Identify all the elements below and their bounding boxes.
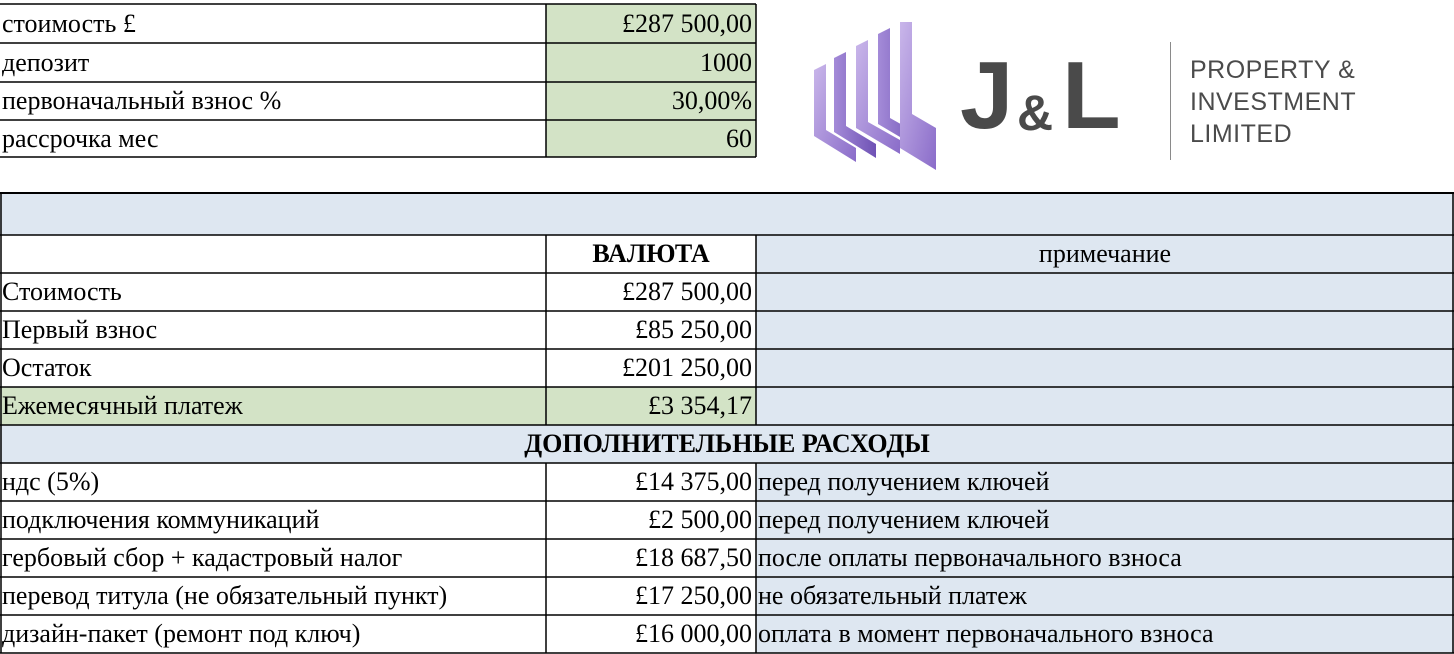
input-label-downpayment-percent: первоначальный взнос % — [2, 86, 282, 115]
company-logo — [800, 8, 1400, 183]
extra-value-title-transfer: £17 250,00 — [635, 581, 752, 610]
summary-label-first-payment: Первый взнос — [2, 315, 158, 344]
extra-note-vat[interactable]: перед получением ключей — [756, 463, 1454, 501]
header-currency: ВАЛЮТА — [592, 239, 710, 268]
input-value-cost[interactable]: £287 500,00 — [546, 4, 756, 43]
header-note: примечание — [756, 235, 1454, 273]
logo-divider — [1170, 42, 1171, 160]
logo-letter-j: J — [960, 42, 1014, 149]
input-block-grid — [0, 0, 760, 160]
logo-mark-icon — [814, 22, 944, 172]
logo-line-2: INVESTMENT — [1190, 88, 1357, 116]
extra-label-title-transfer: перевод титула (не обязательный пункт) — [2, 581, 448, 610]
extra-note-design-package[interactable]: оплата в момент первоначального взноса — [756, 615, 1454, 653]
extra-value-vat: £14 375,00 — [635, 467, 752, 496]
logo-line-3: LIMITED — [1190, 120, 1293, 148]
input-label-deposit: депозит — [2, 47, 90, 77]
extra-value-design-package: £16 000,00 — [635, 619, 752, 648]
summary-label-cost: Стоимость — [2, 277, 122, 306]
logo-line-1: PROPERTY & — [1190, 56, 1356, 84]
summary-label-monthly-payment: Ежемесячный платеж — [0, 387, 546, 425]
logo-ampersand: & — [1017, 85, 1054, 141]
summary-value-balance: £201 250,00 — [622, 353, 752, 382]
input-label-cost: стоимость £ — [2, 8, 136, 38]
extra-costs-title: ДОПОЛНИТЕЛЬНЫЕ РАСХОДЫ — [0, 425, 1454, 463]
extra-label-utilities: подключения коммуникаций — [2, 505, 320, 534]
extra-note-utilities[interactable]: перед получением ключей — [756, 501, 1454, 539]
extra-value-stamp-duty: £18 687,50 — [635, 543, 752, 572]
extra-label-stamp-duty: гербовый сбор + кадастровый налог — [2, 543, 403, 572]
input-value-deposit[interactable]: 1000 — [546, 43, 756, 82]
cost-table-grid — [0, 190, 1454, 654]
logo-letter-l: L — [1062, 42, 1121, 149]
input-label-installment-months: рассрочка мес — [2, 123, 159, 153]
input-value-downpayment-percent[interactable]: 30,00% — [546, 82, 756, 120]
summary-value-cost: £287 500,00 — [622, 277, 752, 306]
extra-label-vat: ндс (5%) — [2, 467, 100, 496]
extra-note-title-transfer[interactable]: не обязательный платеж — [756, 577, 1454, 615]
extra-label-design-package: дизайн-пакет (ремонт под ключ) — [2, 619, 361, 648]
summary-value-monthly-payment: £3 354,17 — [546, 387, 756, 425]
summary-label-balance: Остаток — [2, 353, 92, 382]
summary-value-first-payment: £85 250,00 — [635, 315, 752, 344]
input-value-installment-months[interactable]: 60 — [546, 120, 756, 157]
extra-value-utilities: £2 500,00 — [648, 505, 752, 534]
extra-note-stamp-duty[interactable]: после оплаты первоначального взноса — [756, 539, 1454, 577]
